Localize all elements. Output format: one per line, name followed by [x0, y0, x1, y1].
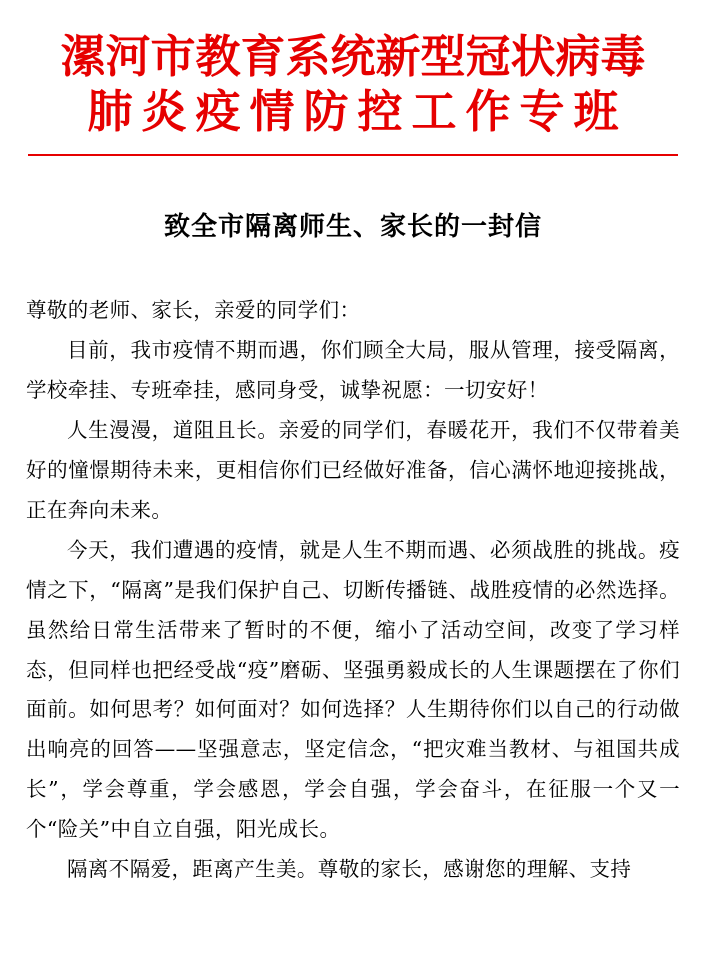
letterhead: [26, 30, 680, 140]
letter-paragraph: 今天，我们遭遇的疫情，就是人生不期而遇、必须战胜的挑战。疫情之下，“隔离”是我们保护自己、切断传播链、战胜疫情的必然选择。虽然给日常生活带来了暂时的不便，缩小了活动空间，改变了学习样态，但同样也把经受战“疫”磨砺、坚强勇毅成长的人生课题摆在了你们面前。如何思考？如何面对？如何选择？人生期待你们以自己的行动做出响亮的回答——坚强意志，坚定信念，“把灾难当教材、与祖国共成长”，学会尊重，学会感恩，学会自强，学会奋斗，在征服一个又一个“险关”中自立自强，阳光成长。: [26, 537, 680, 842]
letterhead-line-1: 漯河市教育系统新型冠状病毒: [60, 30, 646, 83]
letterhead-divider: [28, 154, 678, 156]
letter-salutation: 尊敬的老师、家长，亲爱的同学们：: [26, 297, 361, 322]
letterhead-line-2: 肺炎疫情防控工作专班: [87, 84, 628, 138]
letter-body: [26, 291, 680, 891]
letter-paragraph: 目前，我市疫情不期而遇，你们顾全大局，服从管理，接受隔离，学校牵挂、专班牵挂，感同身受，诚挚祝愿：一切安好！: [26, 337, 680, 402]
page-title: 致全市隔离师生、家长的一封信: [163, 211, 542, 242]
letter-paragraph: 人生漫漫，道阻且长。亲爱的同学们，春暖花开，我们不仅带着美好的憧憬期待未来，更相信你们已经做好准备，信心满怀地迎接挑战，正在奔向未来。: [26, 417, 680, 522]
letter-paragraph: 隔离不隔爱，距离产生美。尊敬的家长，感谢您的理解、支持: [67, 857, 632, 882]
